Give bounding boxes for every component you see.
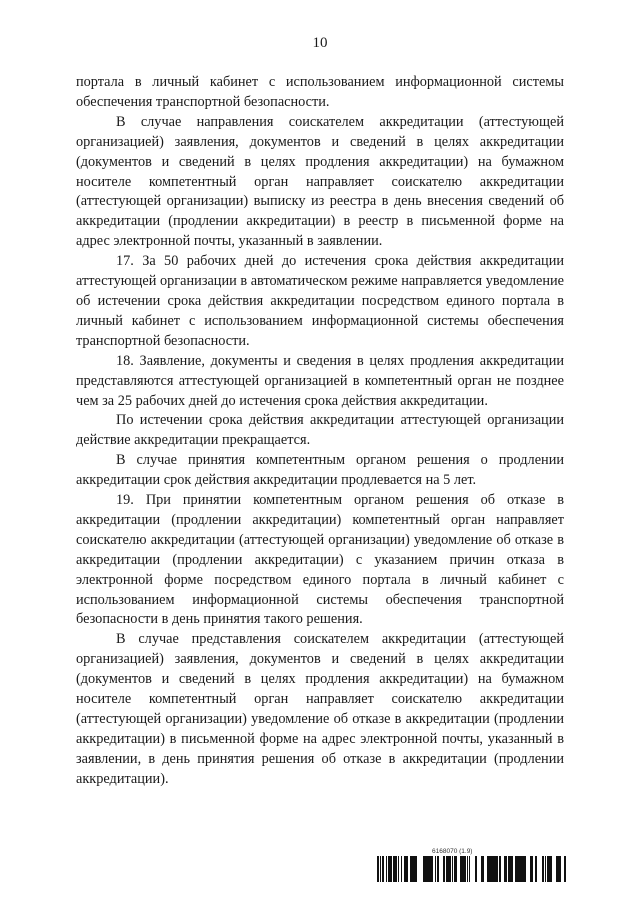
paragraph: В случае представления соискателем аккредитации (аттестующей организацией) заявления, документов и сведений в целях аккредитации (документов и сведений в целях продления аккредитации) на бумажном носителе компетентный орган направляет соискателю аккредитации (аттестующей организации) уведомление об отказе в аккредитации (продлении аккредитации) в письменной форме на адрес электронной почты, указанный в заявлении, в день принятия решения об отказе в аккредитации (продлении аккредитации). — [76, 631, 564, 787]
document-footer — [376, 848, 566, 884]
paragraph: портала в личный кабинет с использованием информационной системы обеспечения транспортной безопасности. — [76, 74, 564, 110]
paragraph: В случае принятия компетентным органом решения о продлении аккредитации срок действия аккредитации продлевается на 5 лет. — [76, 452, 564, 489]
document-body — [76, 73, 564, 790]
paragraph: 17. За 50 рабочих дней до истечения срока действия аккредитации аттестующей организации в автоматическом режиме направляется уведомление об истечении срока действия аккредитации посредством единого портала в личный кабинет с использованием информационной системы обеспечения транспортной безопасности. — [76, 253, 564, 349]
document-code: 6168070 (1.9) — [432, 848, 473, 855]
barcode-icon — [376, 856, 566, 882]
paragraph: 18. Заявление, документы и сведения в целях продления аккредитации представляются аттестующей организацией в компетентный орган не позднее чем за 25 рабочих дней до истечения срока действия аккредитации. — [76, 352, 564, 409]
paragraph: 19. При принятии компетентным органом решения об отказе в аккредитации (продлении аккредитации) компетентный орган направляет соискателю аккредитации (аттестующей организации) уведомление об отказе в аккредитации (продлении аккредитации) с указанием причин отказа в электронной форме посредством единого портала в личный кабинет с использованием информационной системы обеспечения транспортной безопасности в день принятия такого решения. — [76, 492, 564, 628]
paragraph: По истечении срока действия аккредитации аттестующей организации действие аккредитации прекращается. — [76, 412, 564, 449]
paragraph: В случае направления соискателем аккредитации (аттестующей организацией) заявления, документов и сведений в целях аккредитации (документов и сведений в целях продления аккредитации) на бумажном носителе компетентный орган направляет соискателю аккредитации (аттестующей организации) выписку из реестра в день внесения сведений об аккредитации (продлении аккредитации) в реестр в письменной форме на адрес электронной почты, указанный в заявлении. — [76, 113, 564, 250]
page-number: 10 — [312, 35, 328, 51]
